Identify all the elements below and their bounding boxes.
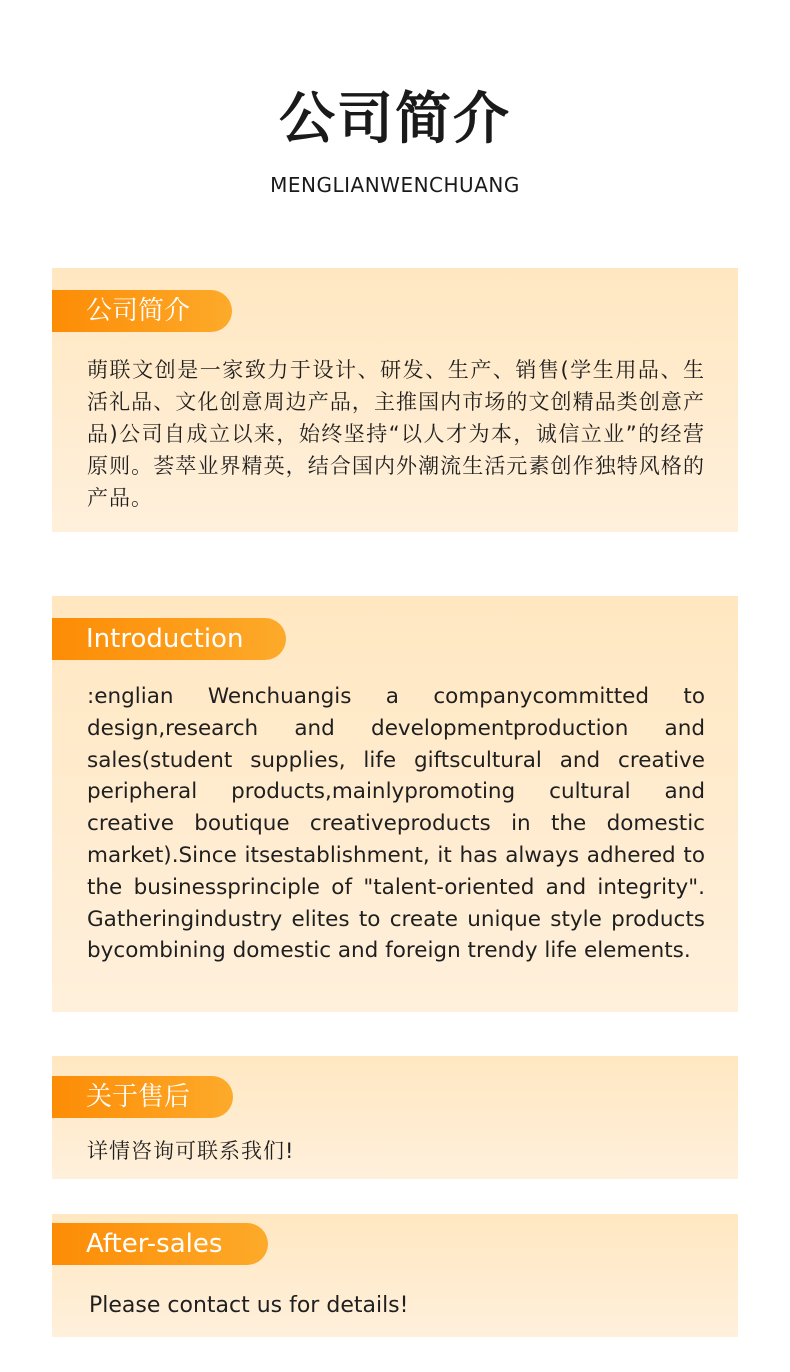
profile-zh-card (52, 268, 738, 532)
after-sales-zh-text: 详情咨询可联系我们! (87, 1139, 295, 1163)
profile-en-tag: Introduction (52, 618, 286, 660)
profile-en-card (52, 596, 738, 1012)
page-subtitle: MENGLIANWENCHUANG (270, 173, 520, 197)
after-sales-en-tag: After-sales (52, 1223, 268, 1265)
after-sales-en-card (52, 1214, 738, 1337)
after-sales-zh-card (52, 1056, 738, 1179)
profile-zh-text: 萌联文创是一家致力于设计、研发、生产、销售(学生用品、生活礼品、文化创意周边产品，主推国内市场的文创精品类创意产品)公司自成立以来，始终坚持“以人才为本，诚信立业”的经营原则。荟萃业界精英，结合国内外潮流生活元素创作独特风格的产品。 (87, 358, 705, 510)
after-sales-en-text: Please contact us for details! (89, 1293, 409, 1318)
after-sales-zh-tag: 关于售后 (52, 1076, 233, 1118)
page-title: 公司简介 (279, 87, 511, 152)
profile-en-text: :englian Wenchuangis a companycommitted to design,research and developmentproduction and sales(student supplies, life giftscultural and creative peripheral products,mainlypromoting cultural and creative boutique creativeproducts in the domestic market).Since itsestablishment, it has always adhered to the businessprinciple of "talent-oriented and integrity". Gatheringindustry elites to create unique style products bycombining domestic and foreign trendy life elements. (87, 684, 705, 964)
profile-zh-tag: 公司简介 (52, 290, 232, 332)
